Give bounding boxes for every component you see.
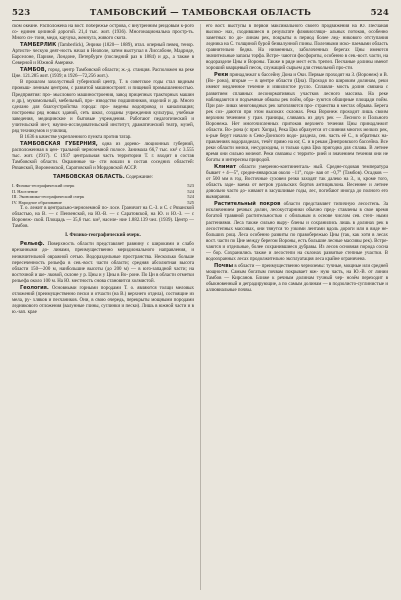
headword: ТАМБОВ, [20,67,47,74]
paragraph: его вост. выступы в первой максимального своего продвижения на Ю. Песчаная высоко- нах, сходившиеся в результате флювиогляци- альных потоков, особенно заметных по до- линам рек, покрыты в период более лед- никового отступания ледника на С. толщиной бурой безвалунной глины. Полезными иско- паемыми область сравнительно бедна. На низменных, заболоченных берегах Цны имеются значительные запасы торфа. Встре- чаются фосфориты, особенно в сев.-вост. части, на водоразделе Цны и Вороны. Также в ряде мест есть трепел. Песчаные долины имеют хороший кварцевый песок, служащий сырьем для стекольной про-сти. [206,24,388,72]
paragraph: В 1636 в качестве укрепленного пункта против татар. [20,134,132,140]
subsection-rivers [206,72,388,164]
subsection-text: Поверхность области представляет равнину с широкими и слабо врезанными до- линами, преимущественно меридионального направления, и незначительной овражной сетью. Водораздельные пространства. Несколько больше пересеченность рельефа в сев.-вост. части области; средняя абсолютная высота области 150—200 м, наибольшие высоты (до 200 м) — в юго-западной части; на восточной и ше- лковой, склоне у р. Цны и у Цны в Во- роне. По Цн в области отметки рельефа около 100 м. На Ю. местность снова становится холмистой. [12,242,194,284]
column-divider [200,24,201,590]
subsection-title: Рельеф. [20,241,45,248]
subsection-text: принадлежат к бассейну Дона и Оки. Первые проходят на З. (Воронеж) и В. (Во- рона), вторые — в центре области (Цна). Проходя по широким долинам, реки имеют медленное течение и извилистое русло. Сплавля- мость долин связана с развитием сплавных лесонормативных участков лесного массива. На реке наблюдаются и подъемные обвалы рек пойм, обра- зуются обширные площади пойм. При раз- ливах многоводных рек затопляются про- странства в местах обрыва. Берега рек соз- даются при этом высоких склонах. Река Воронеж проходит лишь своим верхним течением у гран. границы, сливаясь из двух рек — Лесного и Польного Воронежа. Нет многочисленных притоков верхнего течения Цны принадлежит области. Во- рона (с прит. Хопра), Река Цна образуется от слияния многих мелких рек, к-рые берут начало в Сево-Донского водо- раздела, сев. часть её С., в обратных на- правлениях водоразделах, течёт прямо на юг, С. и в рекам Днепровского бассейна. Все реки области мелки, несудоходны, и только одна Цна пригодна для сплава. В летнее время они сильно мелеют. Реки связаны с террито- рией и значением течения они не богаты и интересны природой. [206,73,388,164]
subsection-geology [12,285,194,316]
entry-text: город, центр Тамбовской области; ж.-д. станция. Расположен на реке Цне. 121.285 жит. (1939; в 1926—72,256 жит.). [12,68,194,80]
subsection-title: Климат [214,164,237,171]
left-column [12,24,194,592]
entry-text: одна из дорево- люционных губерний, расположенная в цен- тральной черноземной полосе. Занимала 66,7 тыс. км² с 3.555 тыс. жит. (1917). С 1937 центральная часть территории Т. г. входит в состав Тамбовской области. Окраинные ча- сти вошли в состав соседних областей: Рязанской, Воронежской, Саратовской и Мордовской АССР. [12,141,194,172]
table-of-contents [12,183,194,205]
toc-label: IV. Народное образование [12,199,62,205]
page-number-left: 523 [12,8,31,18]
toc-label: I. Физико-географический очерк [12,183,75,189]
entry-tamberlik [12,42,194,67]
subsection-title: Реки [214,72,229,79]
toc-page: 524 [187,194,194,200]
paragraph: ском океане. Расположена на вост. побережье острова, с внутренним рейдовым к-рого со- единен целиной дорогой. 21,4 тыс. жит. (1936). Многонациональна простр-ть. Много сн- тонн, меди, каучука, жемчуга, живого скота. [12,24,194,42]
entry-oblast-heading [12,174,194,181]
toc-label: III. Экономико-географический очерк [12,194,85,200]
subsection-soils [206,263,388,294]
toc-page: 525 [187,199,194,205]
section-heading: I. Физико-географический очерк. [65,233,141,239]
paragraph: В прошлом захолустный губернский центр, Т. в советское годы стал видным промыш- ленным центром, с развитой машиностроит. и пищевой промышленностью. Предприятия: про- мыслового машиностроения, завод прицепных тракторных машин и др.), мукомольный, мебельный, про- изводство подшипников, изделий и др. Много сделано для благоустройства города: про- ведены водопровод и канализация; построены ряд новых зданий, сеть школ, созданы учреждения культуры, учебные заведения, медицинские и бытовые учреждения. Работают педагогический и учительский ин-т, научно-исследовательский институт, драматический театр, музей, ряд техникумов и училищ. [12,80,194,134]
right-column [206,24,388,592]
subsection-text: Основными горными породами Т. о. являются толщи меловых отложений (преимущественно пески и отчасти (на В.) верхнего отдела), состоящие из мела, ру- хляков и песчаников. Они, в свою очередь, перекрыты мощными породами ледникового отложения (валунные глины, суглинки и пески). Лишь в южной части и в ю.-зап. крае [12,285,194,315]
subsection-vegetation [206,201,388,262]
subsection-relief [12,241,194,284]
subsection-text: в области — преимущественно черноземы: тучные, мощные или средней мощности. Самым богатым почвам покрывает юж- ную часть, на Ю.-В. от линии Тамбов — Кирсанов. Ближе к речным долинам тучный чер- нозём переходит в обыкновенный и деградирующие, а по самым долинам — в подзолисто-суглинистые и аллювиальные почвы. [206,263,388,294]
entry-gubernia [12,141,194,172]
subsection-title: Геология. [20,284,49,291]
toc-label: II. Население [12,188,38,194]
subsection-title: Почвы [214,262,234,269]
headword: ТАМБЕРЛИК [20,42,57,49]
headword: ТАМБОВСКАЯ ГУБЕРНИЯ, [20,140,98,147]
toc-page: 524 [187,188,194,194]
entry-tambov [12,67,194,80]
subsection-text: области представляет типичную лесостепь. За исключением речных долин, лесокустарники обычно пред- ставлены в свое время богатой травяной растительностью с обильным в основе числом сев. степ- ными растениями. Леса также сильно выру- блены и сохранились лишь в долинах рек в лесостепных массивах, они тянутся то узкими лентами вдоль дороги или в виде не- больших рощ. Леса особенно развиты по правобережью Цны (так, как хотя в лесах вост. части по Цне между берегом Вороны, есть большие лесные массивы рек). Встре- чаются и отдельные, более сохранившиеся дубравы. Из лесов основная порода сосна — бор. Сохранились также и лесостепи на склонах развитые степные участки. В водоохранных лесах продолжительно эксплуатация леса крайне ограничена. [206,202,388,262]
toc-page: 523 [187,183,194,189]
entry-text: (Tamberlick), Энрико (1820— 1889), итал. оперный певец, тенор. Артисти- ческую деят-ность начал в Неаполе, затем выступал в Лиссабоне, Мадриде, Барселоне, Париже, Лондоне, Петербурге (последний раз в 1884) и др., а также в Северной и Южной Америке. [12,43,194,67]
running-title: ТАМБОВСКИЙ — ТАМБОВСКАЯ ОБЛАСТЬ [89,8,312,18]
page-number-right: 524 [370,8,389,18]
running-header [12,6,389,20]
paragraph: Т. о. лежит в центрально-черноземной по- лосе. Граничит на С.-З. и С. с Рязанской областью, на В. — с Пензенской, на Ю.-В. — с Саратовской, на Ю. и Ю.-З. — с Воронеж- ской. Площадь — 35,6 тыс. км², населе- ние 1.882.139 чел. (1939). Центр — Тамбов. [12,206,194,230]
header-rule [12,20,389,21]
toc-row [12,200,194,206]
headword: ТАМБОВСКАЯ ОБЛАСТЬ. [53,174,125,181]
subsection-climate [206,164,388,201]
contents-label: Содержание: [125,175,153,181]
subsection-text: области умеренно-континенталь- ный. Средне-годовая температура бывает + 4—5°, средне-январская около −11°, годо- вая от −0,7° (Тамбов). Осадков — от 500 мм в год. Восточные суховеи резко заходят так далеко на З., и, кроме того, область заде- ваема от ветров уральских бортов антициклона. Весеннее и летнее довольно часто до- кивают в засушливые годы, лес, погибают иногда до полного его вымирания. [206,165,388,201]
subsection-title: Растительный покров [214,201,281,208]
